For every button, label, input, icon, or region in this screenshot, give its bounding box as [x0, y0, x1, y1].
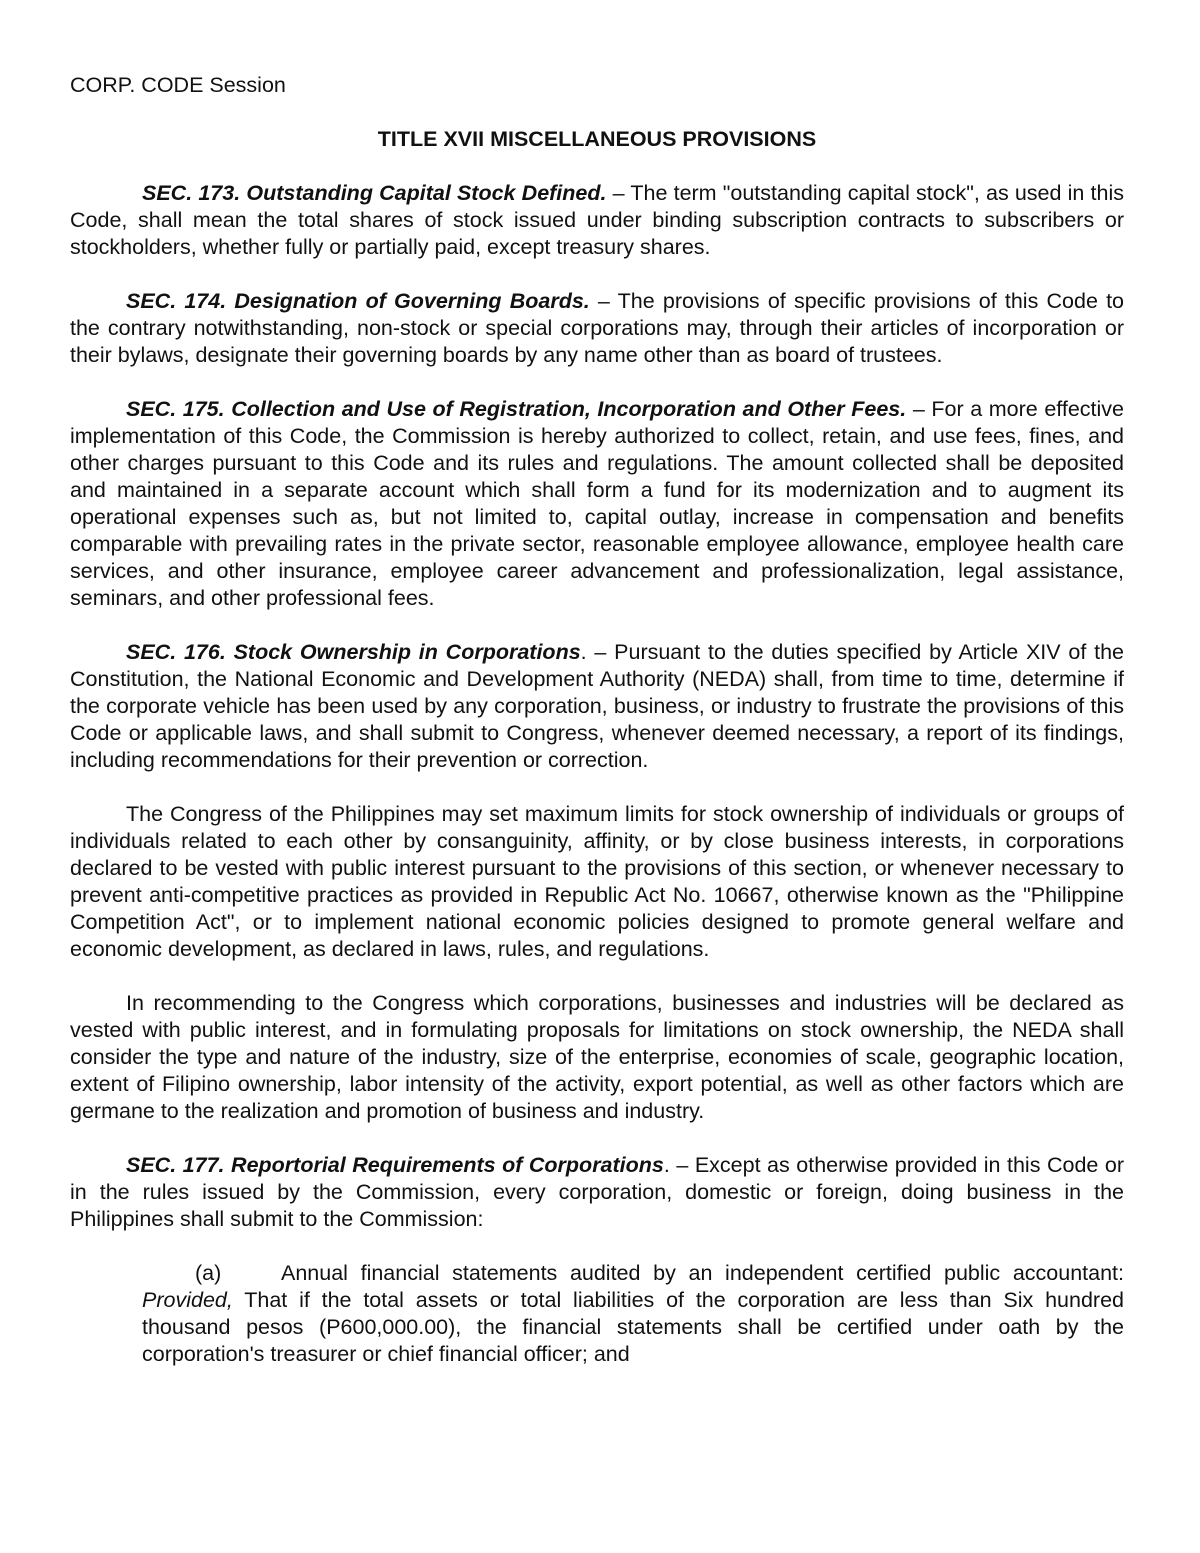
item-a-text-1: Annual financial statements audited by an independent certified public accountant: [281, 1261, 1124, 1285]
section-177 [70, 1152, 1124, 1233]
section-175-body: – For a more effective implementation of this Code, the Commission is hereby authorized to collect, retain, and use fees, fines, and other charges pursuant to this Code and its rules and regulations. The amount collected shall be deposited and maintained in a separate account which shall form a fund for its modernization and to augment its operational expenses such as, but not limited to, capital outlay, increase in compensation and benefits comparable with prevailing rates in the private sector, reasonable employee allowance, employee health care services, and other insurance, employee career advancement and professionalization, legal assistance, seminars, and other professional fees. [70, 397, 1124, 610]
section-176-body: . – Pursuant to the duties specified by Article XIV of the Constitution, the National Economic and Development Authority (NEDA) shall, from time to time, determine if the corporate vehicle has been used by any corporation, business, or industry to frustrate the provisions of this Code or applicable laws, and shall submit to Congress, whenever deemed necessary, a report of its findings, including recommendations for their prevention or correction. [70, 640, 1124, 772]
section-174-body: – The provisions of specific provisions of this Code to the contrary notwithstanding, non-stock or special corporations may, through their articles of incorporation or their bylaws, designate their governing boards by any name other than as board of trustees. [70, 289, 1124, 367]
section-173 [70, 180, 1124, 261]
section-176 [70, 639, 1124, 774]
section-173-body: – The term "outstanding capital stock", as used in this Code, shall mean the total shares of stock issued under binding subscription contracts to subscribers or stockholders, whether fully or partially paid, except treasury shares. [70, 181, 1124, 259]
section-175-heading: SEC. 175. Collection and Use of Registration, Incorporation and Other Fees. [126, 397, 907, 421]
section-177-heading: SEC. 177. Reportorial Requirements of Corporations [126, 1153, 664, 1177]
section-173-heading: SEC. 173. Outstanding Capital Stock Defined. [142, 181, 607, 205]
document-header: CORP. CODE Session [70, 73, 286, 97]
section-174 [70, 288, 1124, 369]
section-175 [70, 396, 1124, 612]
section-176-heading: SEC. 176. Stock Ownership in Corporations [126, 640, 581, 664]
item-a-marker: (a) [195, 1261, 222, 1285]
item-a-text-2: That if the total assets or total liabilities of the corporation are less than Six hundred thousand pesos (P600,000.00), the financial statements shall be certified under oath by the corporation's treasurer or chief financial officer; and [142, 1288, 1124, 1366]
section-174-heading: SEC. 174. Designation of Governing Boards. [126, 289, 590, 313]
section-177-body: . – Except as otherwise provided in this Code or in the rules issued by the Commission, every corporation, domestic or foreign, doing business in the Philippines shall submit to the Commission: [70, 1153, 1124, 1231]
item-a-provided: Provided, [142, 1288, 233, 1312]
section-176-paragraph-3: In recommending to the Congress which corporations, businesses and industries will be declared as vested with public interest, and in formulating proposals for limitations on stock ownership, the NEDA shall consider the type and nature of the industry, size of the enterprise, economies of scale, geographic location, extent of Filipino ownership, labor intensity of the activity, export potential, as well as other factors which are germane to the realization and promotion of business and industry. [70, 991, 1124, 1123]
title-heading: TITLE XVII MISCELLANEOUS PROVISIONS [377, 127, 817, 151]
document-page [70, 72, 1124, 1368]
section-176-paragraph-2: The Congress of the Philippines may set maximum limits for stock ownership of individuals or groups of individuals related to each other by consanguinity, affinity, or by close business interests, in corporations declared to be vested with public interest pursuant to the provisions of this section, or whenever necessary to prevent anti-competitive practices as provided in Republic Act No. 10667, otherwise known as the "Philippine Competition Act", or to implement national economic policies designed to promote general welfare and economic development, as declared in laws, rules, and regulations. [70, 802, 1124, 961]
section-177-item-a [142, 1260, 1124, 1368]
